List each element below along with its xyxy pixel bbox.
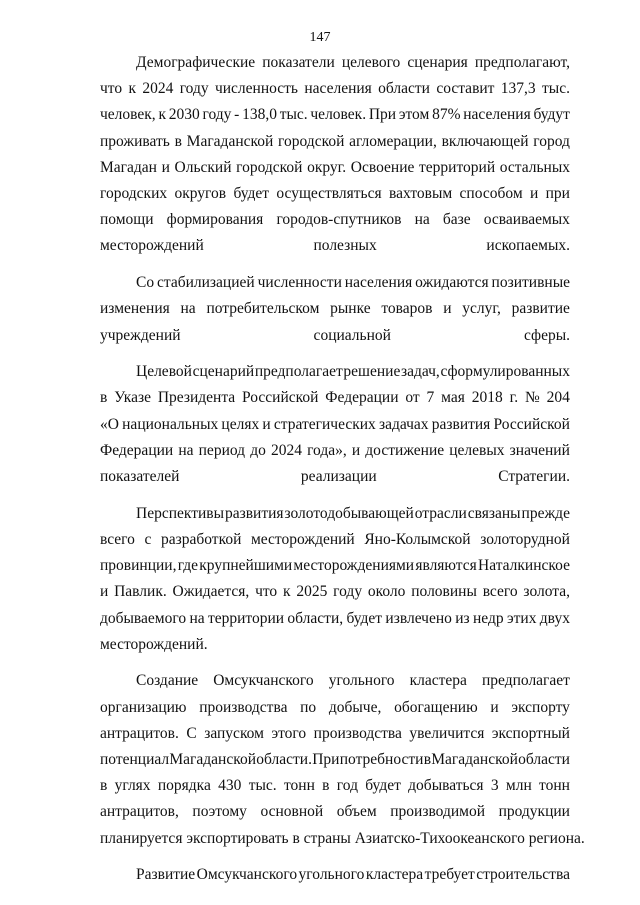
paragraph-line: «О национальных целях и стратегических задачах развития Российской <box>100 415 570 433</box>
paragraph-line: антрацитов. С запуском этого производства увеличится экспортный <box>100 724 570 742</box>
paragraph-line: планируется экспортировать в страны Азиатско-Тихоокеанского региона. <box>100 829 585 847</box>
paragraph <box>100 862 570 888</box>
paragraph-line: месторождений полезных ископаемых. <box>100 237 570 255</box>
paragraph-line: Развитие Омсукчанского угольного кластера требует строительства <box>136 866 570 884</box>
paragraph-line: учреждений социальной сферы. <box>100 326 570 344</box>
page-number: 147 <box>309 30 331 45</box>
paragraph-line: изменения на потребительском рынке товаров и услуг, развитие <box>100 300 570 318</box>
paragraph-line: Перспективы развития золотодобывающей отрасли связаны прежде <box>136 504 570 522</box>
paragraph <box>100 359 570 490</box>
paragraph-line: Создание Омсукчанского угольного кластера предполагает <box>136 672 570 690</box>
paragraph-line: показателей реализации Стратегии. <box>100 468 570 486</box>
paragraph-line: всего с разработкой месторождений Яно-Колымской золоторудной <box>100 530 570 548</box>
paragraph-line: Магадан и Ольский городской округ. Освоение территорий остальных <box>100 158 570 176</box>
paragraph-line: Целевой сценарий предполагает решение задач, сформулированных <box>136 363 570 381</box>
paragraph-line: что к 2024 году численность населения области составит 137,3 тыс. <box>100 80 570 98</box>
paragraph-line: и Павлик. Ожидается, что к 2025 году около половины всего золота, <box>100 583 570 601</box>
paragraph <box>100 668 585 851</box>
paragraph-line: месторождений. <box>100 635 208 653</box>
paragraph-line: человек, к 2030 году - 138,0 тыс. человек. При этом 87% населения будут <box>100 106 570 124</box>
paragraph-line: организацию производства по добыче, обогащению и экспорту <box>100 698 570 716</box>
paragraph <box>100 501 570 658</box>
document-body <box>100 50 585 899</box>
paragraph-line: помощи формирования городов-спутников на базе осваиваемых <box>100 211 570 229</box>
paragraph-line: добываемого на территории области, будет извлечено из недр этих двух <box>100 609 570 627</box>
paragraph-line: городских округов будет осуществляться вахтовым способом и при <box>100 185 570 203</box>
paragraph-line: в Указе Президента Российской Федерации от 7 мая 2018 г. № 204 <box>100 389 570 407</box>
paragraph-line: Со стабилизацией численности населения ожидаются позитивные <box>136 274 570 292</box>
paragraph <box>100 270 570 349</box>
paragraph-line: в углях порядка 430 тыс. тонн в год будет добываться 3 млн тонн <box>100 777 570 795</box>
paragraph-line: проживать в Магаданской городской агломерации, включающей город <box>100 132 570 150</box>
paragraph-line: потенциал Магаданской области. При потребности в Магаданской области <box>100 751 570 769</box>
paragraph-line: Демографические показатели целевого сценария предполагают, <box>136 54 570 71</box>
paragraph-line: Федерации на период до 2024 года», и достижение целевых значений <box>100 441 570 459</box>
paragraph-line: провинции, где крупнейшими месторождениями являются Наталкинское <box>100 557 570 575</box>
paragraph-line: антрацитов, поэтому основной объем производимой продукции <box>100 803 570 821</box>
paragraph <box>100 50 570 260</box>
